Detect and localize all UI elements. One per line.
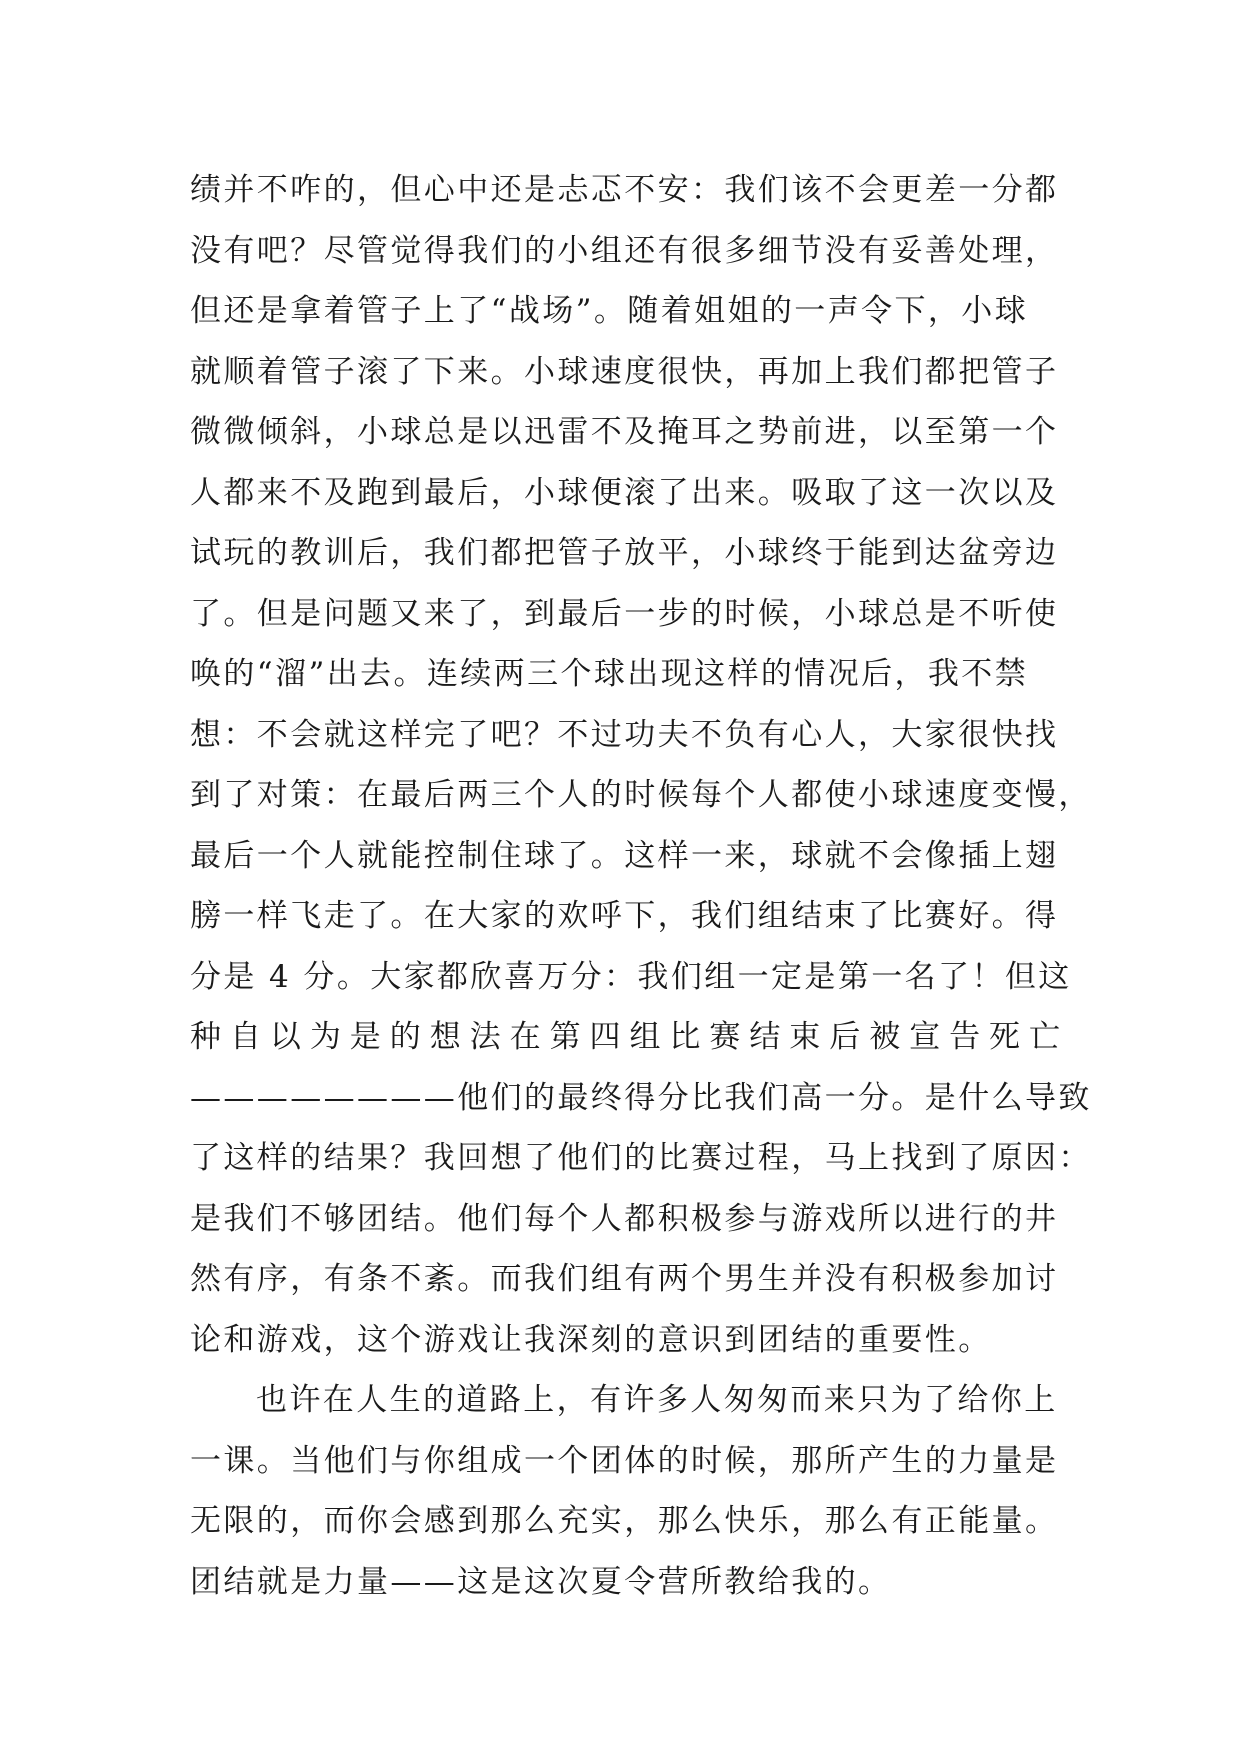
- text-line: 到了对策：在最后两三个人的时候每个人都使小球速度变慢，: [190, 777, 1092, 813]
- text-line: 微微倾斜，小球总是以迅雷不及掩耳之势前进，以至第一个: [190, 414, 1059, 450]
- text-line: 一课。当他们与你组成一个团体的时候，那所产生的力量是: [190, 1442, 1059, 1479]
- text-line: 了。但是问题又来了，到最后一步的时候，小球总是不听使: [190, 595, 1059, 632]
- body-text: [190, 160, 1092, 1612]
- text-line: 最后一个人就能控制住球了。这样一来，球就不会像插上翅: [190, 837, 1059, 874]
- text-line: 分是 4 分。大家都欣喜万分：我们组一定是第一名了！但这: [190, 958, 1072, 995]
- text-line: 种自以为是的想法在第四组比赛结束后被宣告死亡: [190, 1019, 1060, 1055]
- text-line: 团结就是力量——这是这次夏令营所教给我的。: [190, 1563, 892, 1600]
- text-line: 唤的“溜”出去。连续两三个球出现这样的情况后，我不禁: [190, 656, 1029, 692]
- text-line: 是我们不够团结。他们每个人都积极参与游戏所以进行的井: [190, 1200, 1059, 1237]
- text-line: 绩并不咋的，但心中还是忐忑不安：我们该不会更差一分都: [190, 172, 1059, 208]
- text-line: ————————他们的最终得分比我们高一分。是什么导致: [190, 1079, 1092, 1116]
- paragraph-start-line: 也许在人生的道路上，有许多人匆匆而来只为了给你上: [256, 1382, 1058, 1418]
- text-line: 论和游戏，这个游戏让我深刻的意识到团结的重要性。: [190, 1321, 992, 1358]
- text-line: 人都来不及跑到最后，小球便滚了出来。吸取了这一次以及: [190, 474, 1059, 511]
- text-line: 膀一样飞走了。在大家的欢呼下，我们组结束了比赛好。得: [190, 898, 1059, 934]
- text-line: 了这样的结果？我回想了他们的比赛过程，马上找到了原因：: [190, 1140, 1092, 1176]
- text-line: 试玩的教训后，我们都把管子放平，小球终于能到达盆旁边: [190, 535, 1059, 571]
- text-line: 想：不会就这样完了吧？不过功夫不负有心人，大家很快找: [190, 716, 1059, 753]
- text-line: 然有序，有条不紊。而我们组有两个男生并没有积极参加讨: [190, 1261, 1059, 1297]
- text-line: 就顺着管子滚了下来。小球速度很快，再加上我们都把管子: [190, 353, 1059, 390]
- text-line: 无限的，而你会感到那么充实，那么快乐，那么有正能量。: [190, 1503, 1059, 1539]
- text-line: 没有吧？尽管觉得我们的小组还有很多细节没有妥善处理，: [190, 232, 1059, 269]
- text-line: 但还是拿着管子上了“战场”。随着姐姐的一声令下，小球: [190, 293, 1029, 329]
